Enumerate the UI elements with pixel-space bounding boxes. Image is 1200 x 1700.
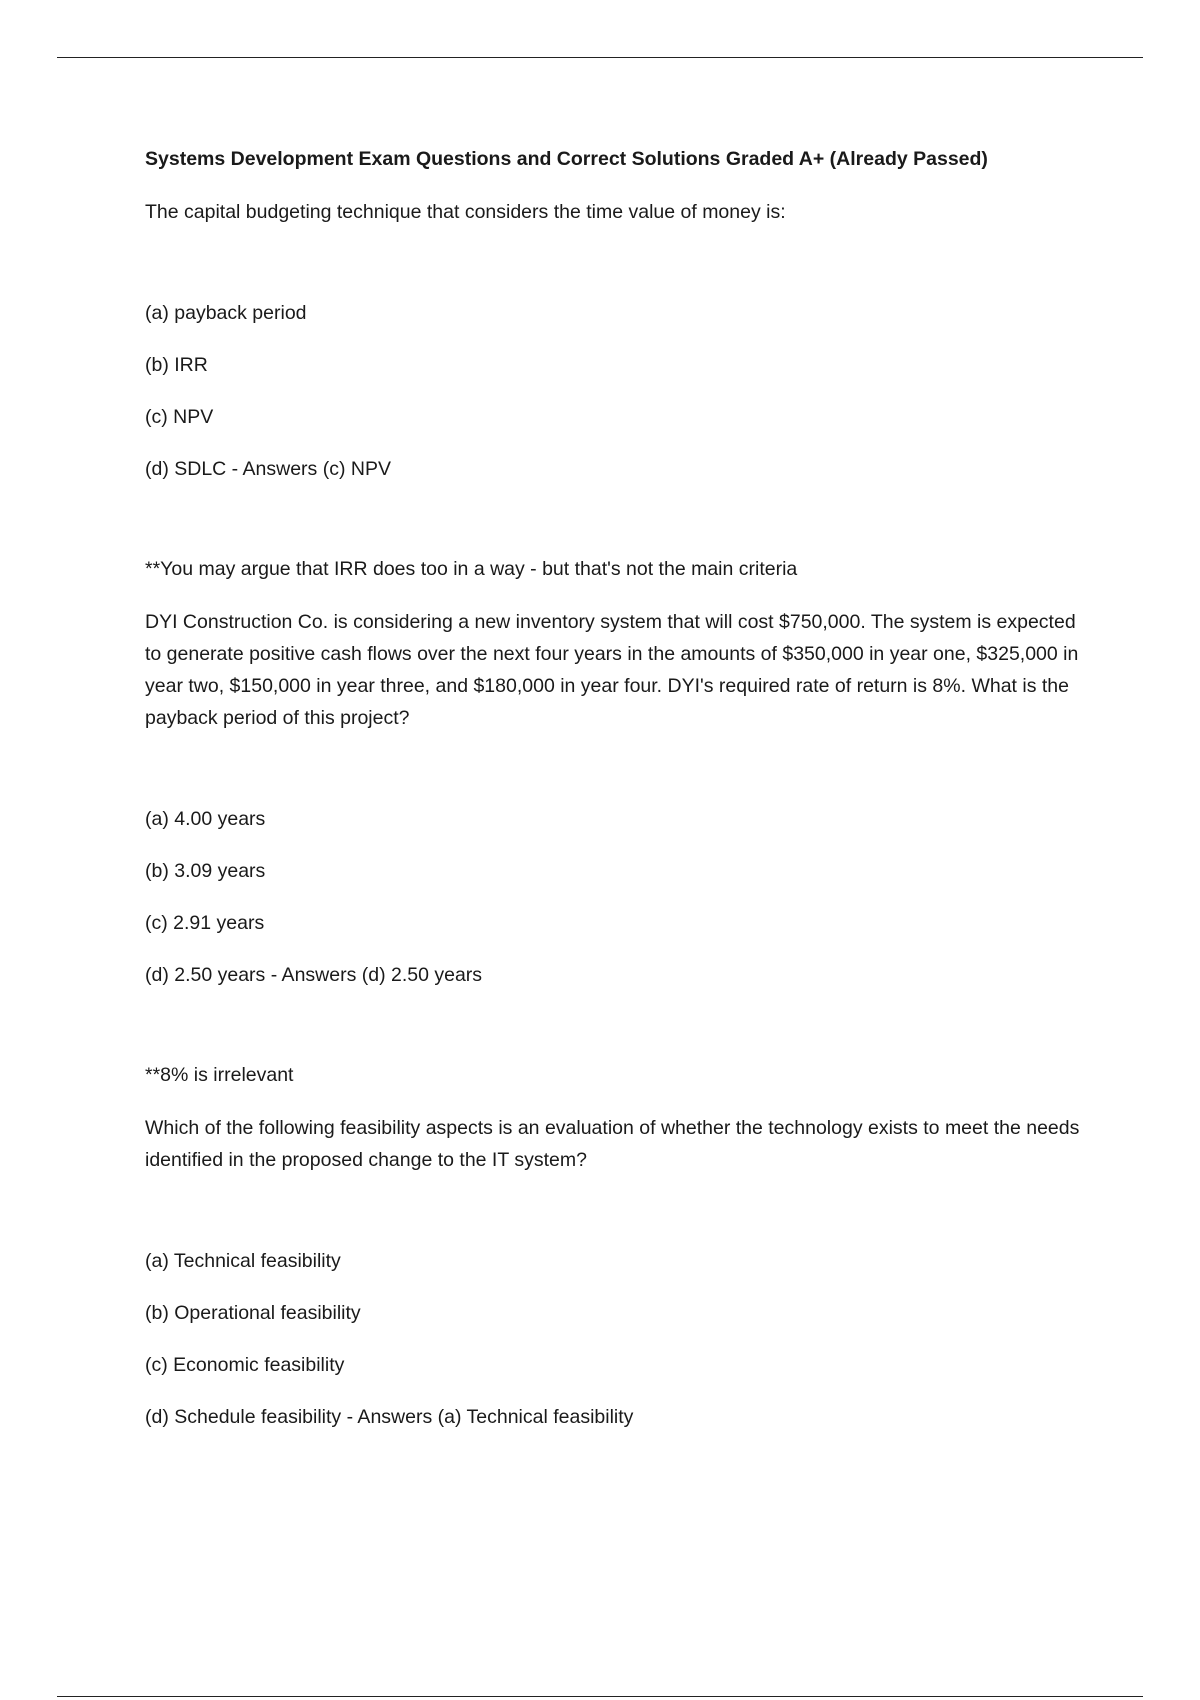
question-3-option-c: (c) Economic feasibility	[145, 1354, 345, 1376]
question-2-text: DYI Construction Co. is considering a new inventory system that will cost $750,000. The system is expected to generate positive cash flows over the next four years in the amounts of $350,000 in year one, $325,000 in year two, $150,000 in year three, and $180,000 in year four. DYI's required rate of return is 8%. What is the payback period of this project?	[145, 611, 1079, 729]
question-3-option-b: (b) Operational feasibility	[145, 1302, 361, 1324]
question-2-option-c: (c) 2.91 years	[145, 912, 265, 934]
question-1-option-d-answer: (d) SDLC - Answers (c) NPV	[145, 458, 391, 480]
question-1-option-b: (b) IRR	[145, 354, 208, 376]
spacer	[145, 249, 1080, 297]
question-2-option-b: (b) 3.09 years	[145, 860, 266, 882]
question-3-option-d-answer: (d) Schedule feasibility - Answers (a) Technical feasibility	[145, 1406, 634, 1428]
question-2-option-a: (a) 4.00 years	[145, 808, 266, 830]
question-3-text: Which of the following feasibility aspects is an evaluation of whether the technology exists to meet the needs identified in the proposed change to the IT system?	[145, 1117, 1080, 1171]
top-rule	[57, 57, 1143, 58]
question-1-text: The capital budgeting technique that considers the time value of money is:	[145, 201, 786, 223]
question-1-note: **You may argue that IRR does too in a way - but that's not the main criteria	[145, 558, 798, 580]
question-2-note: **8% is irrelevant	[145, 1064, 294, 1086]
question-2-option-d-answer: (d) 2.50 years - Answers (d) 2.50 years	[145, 964, 483, 986]
question-1-option-c: (c) NPV	[145, 406, 214, 428]
question-1-option-a: (a) payback period	[145, 302, 307, 324]
bottom-rule	[57, 1696, 1143, 1697]
spacer	[145, 505, 1080, 553]
spacer	[145, 1011, 1080, 1059]
spacer	[145, 1197, 1080, 1245]
document-body	[145, 143, 1080, 1453]
document-title: Systems Development Exam Questions and Correct Solutions Graded A+ (Already Passed)	[145, 148, 988, 170]
question-3-option-a: (a) Technical feasibility	[145, 1250, 341, 1272]
spacer	[145, 755, 1080, 803]
